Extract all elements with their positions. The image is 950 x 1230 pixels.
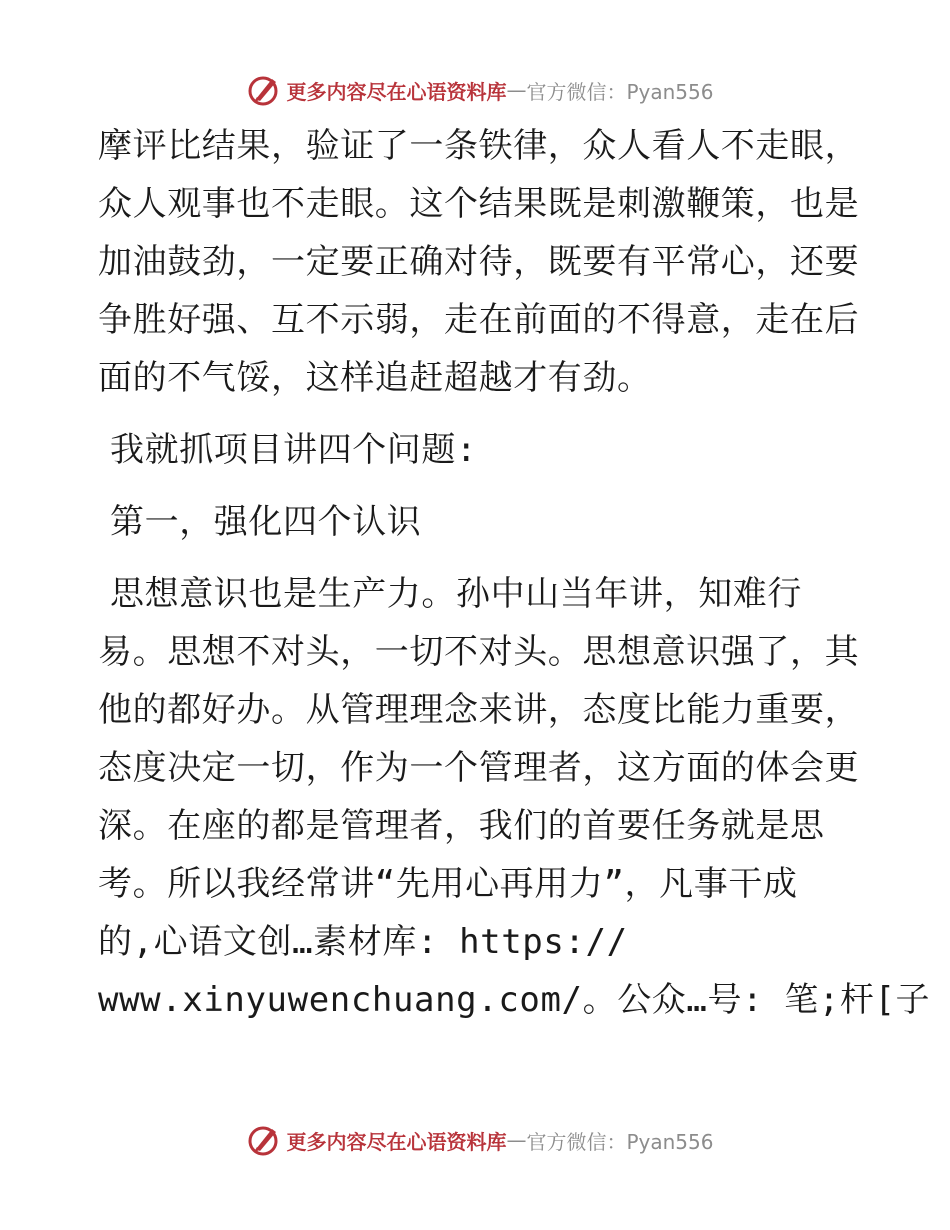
paragraph-1 xyxy=(98,117,858,407)
quill-pen-logo-icon xyxy=(246,72,282,108)
footer-wechat-text: 官方微信：Pyan556 xyxy=(526,1129,714,1154)
section-heading: 第一，强化四个认识 xyxy=(110,502,422,542)
text-line: 摩评比结果，验证了一条铁律，众人看人不走眼， xyxy=(98,126,860,166)
footer-separator: — xyxy=(506,1128,527,1152)
header-separator: — xyxy=(506,78,527,102)
text-line: 众人观事也不走眼。这个结果既是刺激鞭策，也是 xyxy=(98,184,860,224)
text-line: www.xinyuwenchuang.com/。公众…号: 笔;杆[子 xyxy=(98,980,931,1020)
footer-banner xyxy=(0,1120,950,1160)
text-line: 争胜好强、互不示弱，走在前面的不得意，走在后 xyxy=(98,300,860,340)
footer-promo-text: 更多内容尽在心语资料库 xyxy=(286,1129,507,1154)
document-body xyxy=(98,117,931,1029)
text-line: 的,心语文创…素材库: https:// xyxy=(98,922,628,962)
text-line: 态度决定一切，作为一个管理者，这方面的体会更 xyxy=(98,748,860,788)
text-line: 加油鼓劲，一定要正确对待，既要有平常心，还要 xyxy=(98,242,860,282)
text-line: 深。在座的都是管理者，我们的首要任务就是思 xyxy=(98,806,825,846)
paragraph-4 xyxy=(98,565,931,1029)
header-promo-text: 更多内容尽在心语资料库 xyxy=(286,79,507,104)
header-banner xyxy=(0,70,950,110)
header-wechat-text: 官方微信：Pyan556 xyxy=(526,79,714,104)
text-line: 他的都好办。从管理理念来讲，态度比能力重要， xyxy=(98,690,860,730)
text-line: 易。思想不对头，一切不对头。思想意识强了，其 xyxy=(98,632,860,672)
text-line: 考。所以我经常讲“先用心再用力”，凡事干成 xyxy=(98,864,798,904)
text-line: 面的不气馁，这样追赶超越才有劲。 xyxy=(98,358,652,398)
quill-pen-logo-icon xyxy=(246,1122,282,1158)
text-line: 思想意识也是生产力。孙中山当年讲，知难行 xyxy=(110,574,802,614)
paragraph-2: 我就抓项目讲四个问题: xyxy=(110,430,478,470)
